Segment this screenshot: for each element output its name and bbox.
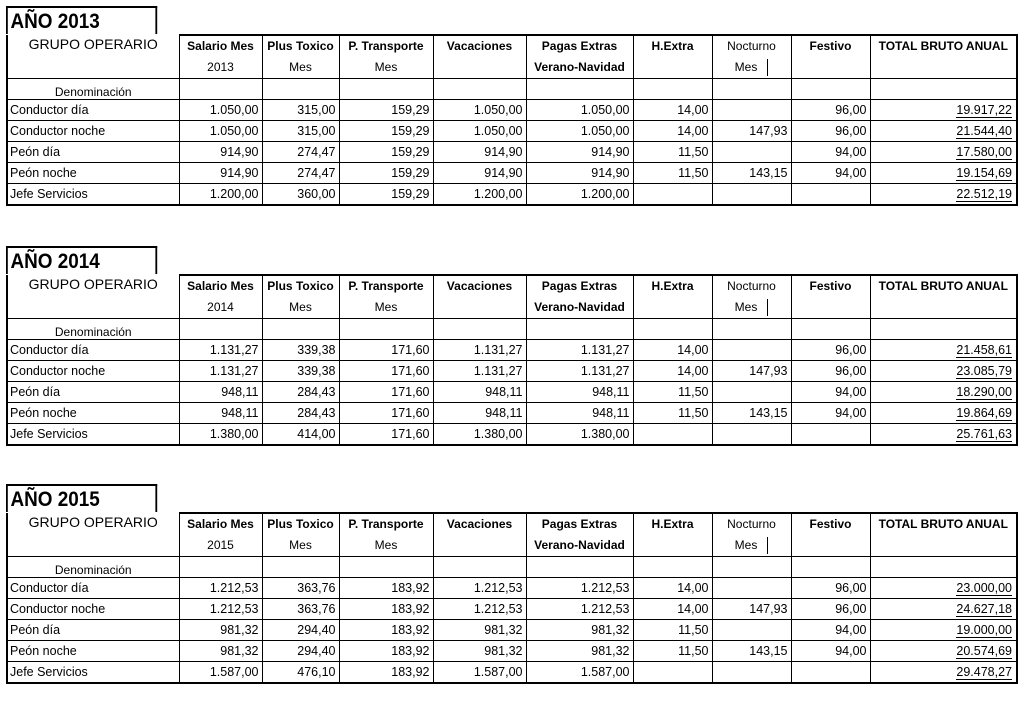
total-value: 17.580,00 [956,145,1012,159]
cell-pagas: 1.050,00 [526,121,633,142]
cell-pagas: 1.131,27 [526,361,633,382]
header-salario-mes: Salario Mes 2013 [179,35,262,79]
cell-festivo [791,662,870,684]
cell-name: Peón día [7,620,179,641]
cell-festivo: 96,00 [791,578,870,599]
table-row [7,403,1017,424]
header-row [7,35,1017,79]
denominacion-label: Denominación [7,79,179,100]
header-nocturno: Nocturno Mes [712,35,791,79]
cell-pagas: 914,90 [526,163,633,184]
cell-vacaciones: 981,32 [433,620,526,641]
header-grupo-operario: GRUPO OPERARIO [7,513,179,557]
cell-transporte: 159,29 [339,163,433,184]
header-plus-toxico: Plus Toxico Mes [262,513,339,557]
header-row [7,513,1017,557]
cell-nocturno [712,620,791,641]
cell-salario: 1.200,00 [179,184,262,206]
salary-table [6,512,1018,684]
cell-festivo: 96,00 [791,340,870,361]
cell-transporte: 159,29 [339,100,433,121]
cell-name: Peón noche [7,163,179,184]
header-festivo: Festivo [791,513,870,557]
header-salario-mes: Salario Mes 2014 [179,275,262,319]
cell-vacaciones: 1.131,27 [433,361,526,382]
cell-nocturno: 147,93 [712,361,791,382]
cell-nocturno [712,100,791,121]
cell-hextra: 11,50 [633,142,712,163]
total-value: 20.574,69 [956,644,1012,658]
header-festivo: Festivo [791,35,870,79]
cell-salario: 1.050,00 [179,100,262,121]
header-total-bruto-anual: TOTAL BRUTO ANUAL [870,275,1017,319]
cell-pagas: 1.212,53 [526,599,633,620]
cell-total [870,424,1017,446]
cell-transporte: 183,92 [339,662,433,684]
cell-plus: 274,47 [262,142,339,163]
denominacion-row [7,79,1017,100]
table-row [7,382,1017,403]
cell-transporte: 171,60 [339,340,433,361]
cell-plus: 315,00 [262,100,339,121]
total-value: 18.290,00 [956,385,1012,399]
total-value: 19.864,69 [956,406,1012,420]
cell-nocturno: 143,15 [712,641,791,662]
cell-nocturno [712,340,791,361]
cell-vacaciones: 1.200,00 [433,184,526,206]
cell-festivo: 94,00 [791,163,870,184]
cell-pagas: 1.212,53 [526,578,633,599]
cell-plus: 284,43 [262,403,339,424]
cell-name: Peón día [7,142,179,163]
total-value: 23.000,00 [956,581,1012,595]
table-row [7,424,1017,446]
cell-name: Jefe Servicios [7,424,179,446]
total-value: 21.458,61 [956,343,1012,357]
cell-hextra [633,662,712,684]
header-vacaciones: Vacaciones [433,513,526,557]
cell-festivo: 94,00 [791,142,870,163]
cell-vacaciones: 1.212,53 [433,578,526,599]
header-pagas-extras: Pagas Extras Verano-Navidad [526,275,633,319]
cell-festivo: 96,00 [791,361,870,382]
cell-name: Conductor día [7,100,179,121]
cell-total [870,100,1017,121]
cell-pagas: 1.131,27 [526,340,633,361]
cell-salario: 1.131,27 [179,361,262,382]
cell-salario: 1.212,53 [179,578,262,599]
cell-vacaciones: 1.212,53 [433,599,526,620]
cell-hextra: 14,00 [633,361,712,382]
year-title: AÑO 2015 [6,484,157,512]
table-row [7,599,1017,620]
salary-table [6,274,1018,446]
cell-plus: 274,47 [262,163,339,184]
cell-name: Conductor día [7,578,179,599]
header-nocturno: Nocturno Mes [712,275,791,319]
header-h-extra: H.Extra [633,513,712,557]
cell-transporte: 183,92 [339,620,433,641]
cell-pagas: 981,32 [526,641,633,662]
header-pagas-extras: Pagas Extras Verano-Navidad [526,513,633,557]
cell-vacaciones: 914,90 [433,142,526,163]
total-value: 22.512,19 [956,187,1012,201]
salary-table [6,34,1018,206]
cell-festivo [791,184,870,206]
header-pagas-extras: Pagas Extras Verano-Navidad [526,35,633,79]
cell-vacaciones: 1.380,00 [433,424,526,446]
cell-pagas: 1.050,00 [526,100,633,121]
table-row [7,100,1017,121]
cell-salario: 914,90 [179,163,262,184]
cell-plus: 294,40 [262,641,339,662]
header-vacaciones: Vacaciones [433,35,526,79]
total-value: 19.917,22 [956,103,1012,117]
header-plus-toxico: Plus Toxico Mes [262,35,339,79]
cell-total [870,620,1017,641]
header-h-extra: H.Extra [633,275,712,319]
table-row [7,142,1017,163]
cell-salario: 981,32 [179,620,262,641]
cell-total [870,382,1017,403]
total-value: 25.761,63 [956,427,1012,441]
table-row [7,578,1017,599]
cell-plus: 476,10 [262,662,339,684]
cell-plus: 315,00 [262,121,339,142]
cell-vacaciones: 1.050,00 [433,121,526,142]
cell-salario: 1.050,00 [179,121,262,142]
header-vacaciones: Vacaciones [433,275,526,319]
cell-name: Peón día [7,382,179,403]
cell-nocturno: 143,15 [712,403,791,424]
table-row [7,340,1017,361]
cell-nocturno [712,424,791,446]
cell-name: Peón noche [7,403,179,424]
cell-hextra: 11,50 [633,382,712,403]
cell-name: Jefe Servicios [7,184,179,206]
total-value: 24.627,18 [956,602,1012,616]
cell-transporte: 171,60 [339,403,433,424]
cell-total [870,599,1017,620]
total-value: 21.544,40 [956,124,1012,138]
cell-pagas: 1.380,00 [526,424,633,446]
cell-pagas: 1.200,00 [526,184,633,206]
header-total-bruto-anual: TOTAL BRUTO ANUAL [870,513,1017,557]
denominacion-label: Denominación [7,557,179,578]
cell-nocturno: 143,15 [712,163,791,184]
cell-hextra: 14,00 [633,578,712,599]
cell-name: Peón noche [7,641,179,662]
cell-salario: 914,90 [179,142,262,163]
cell-salario: 1.131,27 [179,340,262,361]
cell-total [870,121,1017,142]
cell-nocturno [712,382,791,403]
cell-salario: 1.380,00 [179,424,262,446]
cell-total [870,361,1017,382]
cell-vacaciones: 1.050,00 [433,100,526,121]
cell-plus: 294,40 [262,620,339,641]
total-value: 19.154,69 [956,166,1012,180]
header-festivo: Festivo [791,275,870,319]
cell-nocturno [712,184,791,206]
header-row [7,275,1017,319]
cell-plus: 284,43 [262,382,339,403]
cell-name: Conductor noche [7,599,179,620]
cell-pagas: 981,32 [526,620,633,641]
cell-plus: 414,00 [262,424,339,446]
cell-festivo: 94,00 [791,641,870,662]
cell-salario: 1.587,00 [179,662,262,684]
cell-hextra: 14,00 [633,100,712,121]
cell-salario: 1.212,53 [179,599,262,620]
cell-pagas: 948,11 [526,382,633,403]
cell-hextra: 14,00 [633,599,712,620]
table-row [7,641,1017,662]
cell-vacaciones: 948,11 [433,403,526,424]
table-row [7,121,1017,142]
cell-total [870,184,1017,206]
denominacion-label: Denominación [7,319,179,340]
header-transporte: P. Transporte Mes [339,35,433,79]
cell-festivo: 94,00 [791,620,870,641]
cell-festivo [791,424,870,446]
cell-nocturno [712,662,791,684]
header-h-extra: H.Extra [633,35,712,79]
header-nocturno: Nocturno Mes [712,513,791,557]
cell-total [870,403,1017,424]
cell-festivo: 94,00 [791,382,870,403]
cell-plus: 363,76 [262,578,339,599]
header-grupo-operario: GRUPO OPERARIO [7,35,179,79]
cell-nocturno [712,578,791,599]
cell-total [870,142,1017,163]
cell-transporte: 159,29 [339,121,433,142]
cell-pagas: 1.587,00 [526,662,633,684]
table-row [7,662,1017,684]
cell-hextra: 11,50 [633,641,712,662]
cell-plus: 339,38 [262,340,339,361]
cell-transporte: 159,29 [339,184,433,206]
cell-festivo: 96,00 [791,599,870,620]
cell-hextra: 11,50 [633,620,712,641]
cell-hextra: 14,00 [633,340,712,361]
cell-pagas: 948,11 [526,403,633,424]
cell-salario: 948,11 [179,403,262,424]
denominacion-row [7,557,1017,578]
cell-transporte: 183,92 [339,578,433,599]
cell-nocturno: 147,93 [712,599,791,620]
cell-vacaciones: 914,90 [433,163,526,184]
cell-plus: 339,38 [262,361,339,382]
year-title: AÑO 2013 [6,6,157,34]
cell-total [870,662,1017,684]
cell-name: Conductor noche [7,121,179,142]
table-row [7,163,1017,184]
cell-vacaciones: 1.587,00 [433,662,526,684]
cell-plus: 360,00 [262,184,339,206]
cell-transporte: 183,92 [339,641,433,662]
cell-salario: 981,32 [179,641,262,662]
header-plus-toxico: Plus Toxico Mes [262,275,339,319]
cell-festivo: 96,00 [791,121,870,142]
cell-festivo: 96,00 [791,100,870,121]
cell-transporte: 183,92 [339,599,433,620]
cell-salario: 948,11 [179,382,262,403]
cell-plus: 363,76 [262,599,339,620]
total-value: 19.000,00 [956,623,1012,637]
cell-hextra [633,184,712,206]
year-title: AÑO 2014 [6,246,157,274]
header-transporte: P. Transporte Mes [339,513,433,557]
cell-festivo: 94,00 [791,403,870,424]
total-value: 29.478,27 [956,665,1012,679]
cell-hextra [633,424,712,446]
header-total-bruto-anual: TOTAL BRUTO ANUAL [870,35,1017,79]
cell-vacaciones: 1.131,27 [433,340,526,361]
cell-transporte: 159,29 [339,142,433,163]
cell-transporte: 171,60 [339,424,433,446]
header-grupo-operario: GRUPO OPERARIO [7,275,179,319]
cell-nocturno [712,142,791,163]
cell-hextra: 14,00 [633,121,712,142]
cell-total [870,163,1017,184]
cell-total [870,578,1017,599]
table-row [7,361,1017,382]
table-row [7,620,1017,641]
denominacion-row [7,319,1017,340]
header-salario-mes: Salario Mes 2015 [179,513,262,557]
cell-name: Conductor día [7,340,179,361]
cell-name: Jefe Servicios [7,662,179,684]
cell-transporte: 171,60 [339,382,433,403]
cell-total [870,641,1017,662]
cell-hextra: 11,50 [633,163,712,184]
header-transporte: P. Transporte Mes [339,275,433,319]
cell-total [870,340,1017,361]
cell-name: Conductor noche [7,361,179,382]
table-row [7,184,1017,206]
cell-hextra: 11,50 [633,403,712,424]
cell-pagas: 914,90 [526,142,633,163]
cell-transporte: 171,60 [339,361,433,382]
total-value: 23.085,79 [956,364,1012,378]
cell-vacaciones: 948,11 [433,382,526,403]
cell-vacaciones: 981,32 [433,641,526,662]
cell-nocturno: 147,93 [712,121,791,142]
